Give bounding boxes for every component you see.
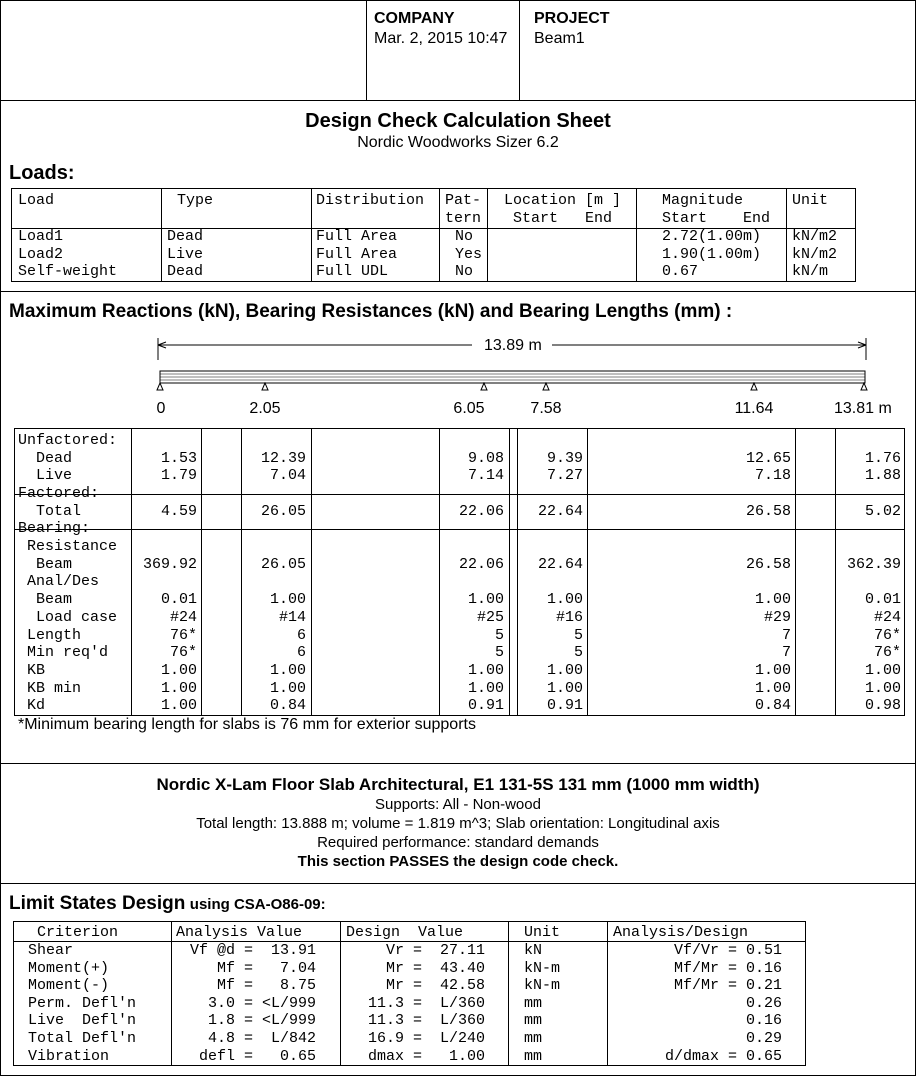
label-total: Total bbox=[36, 503, 82, 520]
lsd-analysis-value: 4.8 = L/842 bbox=[207, 1030, 316, 1047]
project-label: PROJECT bbox=[534, 10, 610, 27]
sheet-title: Design Check Calculation Sheet bbox=[305, 110, 611, 132]
reaction-value-total: 26.05 bbox=[260, 503, 306, 520]
support-marker bbox=[157, 383, 163, 390]
reaction-value-kd: 0.84 bbox=[754, 697, 791, 714]
support-position-label: 13.81 m bbox=[834, 400, 892, 417]
lsd-analysis-design-ratio: Vf/Vr = 0.51 bbox=[673, 942, 782, 959]
product-performance: Required performance: standard demands bbox=[317, 834, 599, 851]
col-header-location: Start End bbox=[513, 210, 613, 227]
load-cell-unit: kN/m2 bbox=[792, 228, 838, 245]
reaction-value-kb: 1.00 bbox=[467, 662, 504, 679]
reaction-value-anal-beam: 1.00 bbox=[546, 591, 583, 608]
lsd-analysis-value: 3.0 = <L/999 bbox=[207, 994, 316, 1012]
lsd-design-value: dmax = 1.00 bbox=[367, 1047, 485, 1065]
reaction-value-live: 1.88 bbox=[864, 467, 901, 484]
lsd-criterion: Vibration bbox=[28, 1047, 110, 1065]
reaction-value-load-case: #29 bbox=[763, 609, 791, 626]
header-divider bbox=[366, 0, 367, 100]
load-cell-dist: Full Area bbox=[316, 228, 398, 245]
load-cell-type: Dead bbox=[167, 263, 204, 281]
sheet-subtitle: Nordic Woodworks Sizer 6.2 bbox=[357, 134, 559, 151]
row-divider bbox=[14, 494, 905, 495]
reaction-value-anal-beam: 0.01 bbox=[160, 591, 197, 608]
reaction-value-dead: 1.76 bbox=[864, 450, 901, 467]
load-cell-mag: 0.67 bbox=[662, 263, 699, 281]
reaction-value-anal-beam: 1.00 bbox=[467, 591, 504, 608]
support-marker bbox=[481, 383, 487, 390]
label-min-req: Min req'd bbox=[27, 644, 109, 661]
label-beam: Beam bbox=[36, 591, 73, 608]
load-cell-dist: Full UDL bbox=[316, 263, 389, 281]
support-marker bbox=[861, 383, 867, 390]
lsd-analysis-value: 1.8 = <L/999 bbox=[207, 1012, 316, 1030]
support-position-label: 11.64 bbox=[734, 400, 774, 417]
load-cell-unit: kN/m bbox=[792, 263, 829, 281]
lsd-unit: kN-m bbox=[524, 977, 561, 995]
label-kb-min: KB min bbox=[27, 680, 82, 697]
loads-heading: Loads: bbox=[9, 162, 75, 184]
reaction-value-length: 76* bbox=[169, 627, 197, 644]
product-total-length: Total length: 13.888 m; volume = 1.819 m^3; Slab orientation: Longitudinal axis bbox=[196, 815, 720, 832]
support-position-label: 6.05 bbox=[453, 400, 485, 417]
lsd-criterion: Moment(+) bbox=[28, 959, 110, 977]
col-divider bbox=[636, 188, 637, 282]
lsd-unit: kN-m bbox=[524, 959, 561, 977]
lsd-design-value: 16.9 = L/240 bbox=[367, 1030, 485, 1047]
reaction-value-total: 22.64 bbox=[537, 503, 583, 520]
col-divider bbox=[508, 921, 509, 1066]
lsd-analysis-value: Vf @d = 13.91 bbox=[189, 942, 316, 959]
lsd-heading-main: Limit States Design bbox=[9, 893, 186, 914]
reaction-value-kb: 1.00 bbox=[754, 662, 791, 679]
company-value: Mar. 2, 2015 10:47 bbox=[374, 30, 508, 47]
label-anal-des: Anal/Des bbox=[27, 573, 100, 590]
load-cell-pat: No bbox=[455, 263, 474, 281]
reaction-value-kb-min: 1.00 bbox=[864, 680, 901, 697]
reaction-value-load-case: #14 bbox=[278, 609, 306, 626]
reaction-value-min-req: 76* bbox=[169, 644, 197, 661]
reaction-value-kb-min: 1.00 bbox=[467, 680, 504, 697]
reaction-value-length: 5 bbox=[573, 627, 583, 644]
col-divider bbox=[439, 188, 440, 282]
lsd-criterion: Perm. Defl'n bbox=[28, 994, 137, 1012]
load-cell-mag: 2.72(1.00m) bbox=[662, 228, 762, 245]
load-cell-load: Load2 bbox=[18, 245, 64, 263]
lsd-unit: kN bbox=[524, 942, 543, 959]
reaction-value-live: 7.27 bbox=[546, 467, 583, 484]
lsd-analysis-design-ratio: 0.16 bbox=[745, 1012, 782, 1030]
reaction-value-total: 26.58 bbox=[745, 503, 791, 520]
col-header-pattern: tern bbox=[445, 210, 482, 227]
label-dead: Dead bbox=[36, 450, 73, 467]
reaction-value-resistance-beam: 26.05 bbox=[260, 556, 306, 573]
lsd-criterion: Total Defl'n bbox=[28, 1030, 137, 1047]
load-cell-pat: Yes bbox=[455, 245, 483, 263]
reaction-value-kb-min: 1.00 bbox=[160, 680, 197, 697]
label-live: Live bbox=[36, 467, 73, 484]
reaction-value-live: 7.18 bbox=[754, 467, 791, 484]
reaction-value-kd: 0.98 bbox=[864, 697, 901, 714]
reaction-value-anal-beam: 0.01 bbox=[864, 591, 901, 608]
col-divider bbox=[201, 428, 202, 716]
col-header-pattern: Pat- bbox=[445, 192, 482, 209]
reaction-value-live: 7.14 bbox=[467, 467, 504, 484]
lsd-design-value: Mr = 42.58 bbox=[385, 977, 485, 995]
load-cell-mag: 1.90(1.00m) bbox=[662, 245, 762, 263]
load-cell-load: Self-weight bbox=[18, 263, 118, 281]
support-marker bbox=[543, 383, 549, 390]
reaction-value-dead: 12.65 bbox=[745, 450, 791, 467]
reaction-value-resistance-beam: 362.39 bbox=[846, 556, 901, 573]
lsd-criterion: Moment(-) bbox=[28, 977, 110, 995]
reaction-value-live: 1.79 bbox=[160, 467, 197, 484]
reaction-value-min-req: 5 bbox=[494, 644, 504, 661]
reaction-value-live: 7.04 bbox=[269, 467, 306, 484]
reaction-value-length: 76* bbox=[873, 627, 901, 644]
lsd-design-value: Vr = 27.11 bbox=[385, 942, 485, 959]
lsd-design-value: 11.3 = L/360 bbox=[367, 994, 485, 1012]
support-position-label: 0 bbox=[156, 400, 166, 417]
lsd-unit: mm bbox=[524, 1030, 543, 1047]
lsd-unit: mm bbox=[524, 1047, 543, 1065]
col-header-unit: Unit bbox=[792, 192, 829, 209]
label-resistance: Resistance bbox=[27, 538, 118, 555]
col-divider bbox=[587, 428, 588, 716]
support-marker bbox=[751, 383, 757, 390]
lsd-heading bbox=[9, 893, 326, 915]
product-title: Nordic X-Lam Floor Slab Architectural, E1 131-5S 131 mm (1000 mm width) bbox=[156, 775, 760, 794]
load-cell-load: Load1 bbox=[18, 228, 64, 245]
col-header-type: Type bbox=[177, 192, 214, 209]
lsd-analysis-design-ratio: 0.26 bbox=[745, 994, 782, 1012]
load-cell-unit: kN/m2 bbox=[792, 245, 838, 263]
reaction-value-kb: 1.00 bbox=[546, 662, 583, 679]
support-marker bbox=[262, 383, 268, 390]
label-bearing: Bearing: bbox=[18, 520, 91, 537]
reaction-value-min-req: 6 bbox=[296, 644, 306, 661]
col-header-distribution: Distribution bbox=[316, 192, 425, 209]
reaction-value-kb-min: 1.00 bbox=[754, 680, 791, 697]
col-divider bbox=[311, 428, 312, 716]
label-load-case: Load case bbox=[36, 609, 118, 626]
lsd-analysis-value: defl = 0.65 bbox=[198, 1047, 316, 1065]
reaction-value-kd: 0.84 bbox=[269, 697, 306, 714]
reaction-value-length: 7 bbox=[781, 627, 791, 644]
reaction-value-min-req: 76* bbox=[873, 644, 901, 661]
lsd-criterion: Live Defl'n bbox=[28, 1012, 137, 1030]
reaction-value-total: 5.02 bbox=[864, 503, 901, 520]
load-cell-type: Live bbox=[167, 245, 204, 263]
company-label: COMPANY bbox=[374, 10, 455, 27]
section-divider bbox=[0, 100, 916, 101]
reaction-value-resistance-beam: 22.64 bbox=[537, 556, 583, 573]
reaction-value-min-req: 5 bbox=[573, 644, 583, 661]
product-supports: Supports: All - Non-wood bbox=[375, 796, 541, 813]
reaction-value-total: 4.59 bbox=[160, 503, 197, 520]
support-position-label: 2.05 bbox=[249, 400, 281, 417]
reaction-value-dead: 12.39 bbox=[260, 450, 306, 467]
reaction-value-anal-beam: 1.00 bbox=[269, 591, 306, 608]
load-cell-dist: Full Area bbox=[316, 245, 398, 263]
lsd-col-analysis: Analysis Value bbox=[176, 924, 303, 941]
lsd-col-criterion: Criterion bbox=[37, 924, 119, 941]
reaction-value-load-case: #24 bbox=[873, 609, 901, 626]
lsd-criterion: Shear bbox=[28, 942, 74, 959]
span-length-label: 13.89 m bbox=[484, 337, 542, 354]
lsd-heading-code: using CSA-O86-09: bbox=[189, 896, 326, 913]
lsd-unit: mm bbox=[524, 994, 543, 1012]
col-header-load: Load bbox=[18, 192, 55, 209]
reactions-heading: Maximum Reactions (kN), Bearing Resistances (kN) and Bearing Lengths (mm) : bbox=[9, 301, 733, 322]
col-header-magnitude: Start End bbox=[662, 210, 771, 227]
reaction-value-load-case: #16 bbox=[555, 609, 583, 626]
label-factored: Factored: bbox=[18, 485, 100, 502]
reaction-value-kb-min: 1.00 bbox=[546, 680, 583, 697]
col-divider bbox=[487, 188, 488, 282]
reaction-value-total: 22.06 bbox=[458, 503, 504, 520]
reaction-value-dead: 9.39 bbox=[546, 450, 583, 467]
lsd-analysis-value: Mf = 8.75 bbox=[216, 977, 316, 995]
reaction-value-kd: 1.00 bbox=[160, 697, 197, 714]
reaction-value-kb: 1.00 bbox=[269, 662, 306, 679]
reaction-value-kb-min: 1.00 bbox=[269, 680, 306, 697]
reaction-value-load-case: #24 bbox=[169, 609, 197, 626]
col-divider bbox=[795, 428, 796, 716]
col-divider bbox=[786, 188, 787, 282]
reaction-value-kb: 1.00 bbox=[864, 662, 901, 679]
lsd-analysis-design-ratio: Mf/Mr = 0.16 bbox=[673, 959, 782, 977]
row-divider bbox=[14, 529, 905, 530]
design-check-result: This section PASSES the design code check. bbox=[297, 853, 619, 870]
reaction-value-resistance-beam: 22.06 bbox=[458, 556, 504, 573]
reaction-value-kd: 0.91 bbox=[467, 697, 504, 714]
lsd-col-analysis-design: Analysis/Design bbox=[613, 924, 749, 941]
col-header-location: Location [m ] bbox=[504, 192, 622, 209]
lsd-col-design: Design Value bbox=[346, 924, 464, 941]
section-divider bbox=[0, 763, 916, 764]
reaction-value-kd: 0.91 bbox=[546, 697, 583, 714]
label-length: Length bbox=[27, 627, 82, 644]
reaction-value-load-case: #25 bbox=[476, 609, 504, 626]
label-beam: Beam bbox=[36, 556, 73, 573]
lsd-analysis-design-ratio: d/dmax = 0.65 bbox=[664, 1047, 782, 1065]
header-divider bbox=[519, 0, 520, 100]
lsd-analysis-value: Mf = 7.04 bbox=[216, 959, 316, 977]
lsd-design-value: 11.3 = L/360 bbox=[367, 1012, 485, 1030]
reaction-value-anal-beam: 1.00 bbox=[754, 591, 791, 608]
label-kb: KB bbox=[27, 662, 46, 679]
reaction-value-length: 5 bbox=[494, 627, 504, 644]
lsd-col-unit: Unit bbox=[524, 924, 561, 941]
reaction-value-length: 6 bbox=[296, 627, 306, 644]
col-divider bbox=[161, 188, 162, 282]
reaction-value-kb: 1.00 bbox=[160, 662, 197, 679]
reaction-value-resistance-beam: 369.92 bbox=[142, 556, 197, 573]
label-kd: Kd bbox=[27, 697, 46, 714]
section-divider bbox=[0, 291, 916, 292]
load-cell-pat: No bbox=[455, 228, 474, 245]
section-divider bbox=[0, 883, 916, 884]
lsd-analysis-design-ratio: 0.29 bbox=[745, 1030, 782, 1047]
support-position-label: 7.58 bbox=[530, 400, 562, 417]
bearing-footnote: *Minimum bearing length for slabs is 76 mm for exterior supports bbox=[18, 716, 476, 733]
reaction-value-dead: 9.08 bbox=[467, 450, 504, 467]
col-divider bbox=[311, 188, 312, 282]
label-unfactored: Unfactored: bbox=[18, 432, 118, 449]
lsd-design-value: Mr = 43.40 bbox=[385, 959, 485, 977]
load-cell-type: Dead bbox=[167, 228, 204, 245]
lsd-unit: mm bbox=[524, 1012, 543, 1030]
reaction-value-min-req: 7 bbox=[781, 644, 791, 661]
reaction-value-resistance-beam: 26.58 bbox=[745, 556, 791, 573]
project-value: Beam1 bbox=[534, 30, 585, 47]
col-header-magnitude: Magnitude bbox=[662, 192, 744, 209]
reaction-value-dead: 1.53 bbox=[160, 450, 197, 467]
lsd-analysis-design-ratio: Mf/Mr = 0.21 bbox=[673, 977, 782, 995]
